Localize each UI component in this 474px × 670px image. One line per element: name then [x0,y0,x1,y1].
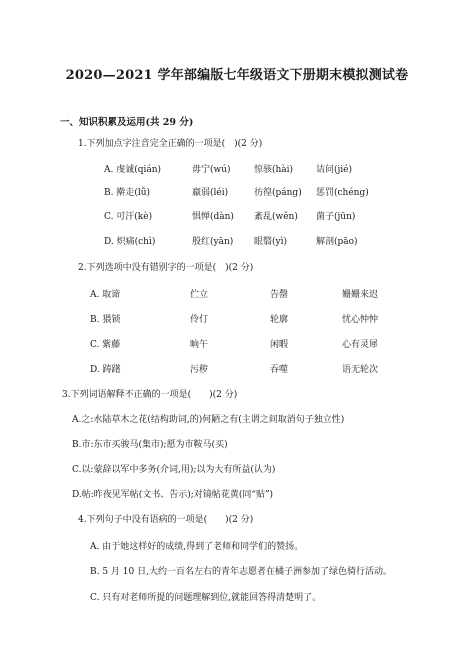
q2-b-3: 轮廓 [270,315,289,325]
q4-option-b: B. 5 月 10 日,大约一百名左右的青年志愿者在橘子洲参加了绿色骑行活动。 [90,567,392,577]
q1-a-4: 诘问(jié) [316,165,353,175]
q3-stem: 3.下列词语解释不正确的一项是( )(2 分) [62,390,238,400]
q1-d-3: 眼翳(yì) [254,237,287,247]
q2-c-4: 心有灵犀 [342,340,379,350]
q1-c-1: C. 可汗(kè) [104,212,153,222]
q2-d-4: 语无轮次 [342,365,379,375]
q4-option-c: C. 只有对老师所提的问题理解到位,就能回答得清楚明了。 [90,593,322,603]
q2-a-2: 伫立 [190,290,209,300]
q2-d-2: 污秽 [190,365,209,375]
q1-d-4: 解剖(pāo) [316,237,358,247]
q3-option-a: A.之:水陆草木之花(结构助词,的)何陋之有(主谓之间取消句子独立性) [72,415,345,425]
exam-title: 2020—2021 学年部编版七年级语文下册期末模拟测试卷 [65,68,409,83]
q1-b-3: 彷徨(páng) [254,188,302,198]
q2-b-2: 伶仃 [190,315,209,325]
q4-stem: 4.下列句子中没有语病的一项是( )(2 分) [78,515,254,525]
q1-d-1: D. 炽痛(chì) [104,237,156,247]
q2-c-3: 闲暇 [270,340,289,350]
q1-a-2: 毋宁(wú) [192,165,231,175]
q1-c-4: 菌子(jūn) [316,212,356,222]
q1-a-1: A. 虔诚(qián) [104,165,162,175]
q2-d-3: 吞噬 [270,365,289,375]
q1-b-1: B. 擀走(lǚ) [104,188,151,198]
q1-d-2: 殷红(yān) [192,237,234,247]
q1-a-3: 惊骇(hài) [254,165,294,175]
q4-option-a: A. 由于她这样好的成绩,得到了老师和同学们的赞扬。 [90,542,304,552]
q2-a-3: 告罄 [270,290,289,300]
q2-b-4: 忧心忡忡 [342,315,379,325]
q1-b-4: 惩罚(chéng) [316,188,369,198]
q1-c-3: 紊乱(wěn) [254,212,298,222]
q1-stem: 1.下列加点字注音完全正确的一项是( )(2 分) [78,139,263,149]
q2-b-1: B. 猥锁 [90,315,121,325]
q3-option-d: D.帖:昨夜见军帖(文书、告示);对镜帖花黄(同“贴”) [72,490,274,500]
q2-a-1: A. 取谛 [90,290,121,300]
q1-c-2: 惧惮(dàn) [192,212,234,222]
q2-c-1: C. 紫藤 [90,340,121,350]
section-heading: 一、知识积累及运用(共 29 分) [60,117,194,128]
q2-d-1: D. 踌躇 [90,365,121,375]
q3-option-c: C.以:蒙辞以军中多务(介词,用);以为大有所益(认为) [72,465,276,475]
q2-stem: 2.下列选项中没有错别字的一项是( )(2 分) [78,263,254,273]
q2-a-4: 姗姗来迟 [342,290,379,300]
q2-c-2: 晌午 [190,340,209,350]
q3-option-b: B.市:东市买骏马(集市);愿为市鞍马(买) [72,440,228,450]
q1-b-2: 羸弱(léi) [192,188,229,198]
